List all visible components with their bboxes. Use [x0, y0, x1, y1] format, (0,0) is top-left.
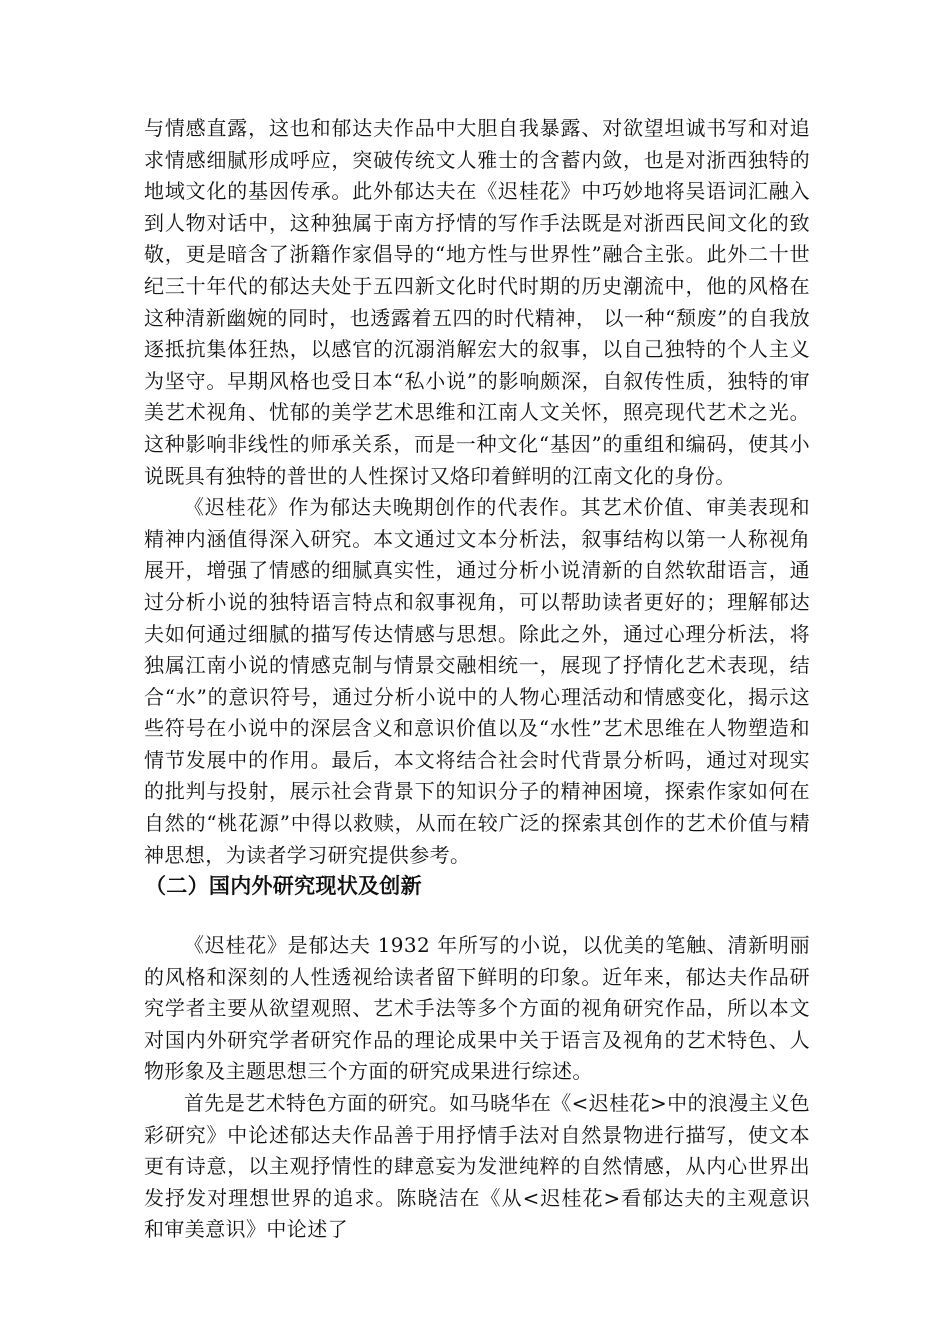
paragraph-review-overview: 《迟桂花》是郁达夫 1932 年所写的小说，以优美的笔触、清新明丽的风格和深刻的人性透视给读者留下鲜明的印象。近年来，郁达夫作品研究学者主要从欲望观照、艺术手法等多个方面的视角研究作品，所以本文对国内外研究学者研究作品的理论成果中关于语言及视角的艺术特色、人物形象及主题思想三个方面的研究成果进行综述。 [144, 933, 810, 1084]
paragraph-continuation: 与情感直露，这也和郁达夫作品中大胆自我暴露、对欲望坦诚书写和对追求情感细腻形成呼应，突破传统文人雅士的含蓄内敛，也是对浙西独特的地域文化的基因传承。此外郁达夫在《迟桂花》中巧妙地将吴语词汇融入到人物对话中，这种独属于南方抒情的写作手法既是对浙西民间文化的致敬，更是暗含了浙籍作家倡导的“地方性与世界性”融合主张。此外二十世纪三十年代的郁达夫处于五四新文化时代时期的历史潮流中，他的风格在这种清新幽婉的同时，也透露着五四的时代精神， 以一种“颓废”的自我放逐抵抗集体狂热，以感官的沉溺消解宏大的叙事，以自己独特的个人主义为坚守。早期风格也受日本“私小说”的影响颇深，自叙传性质，独特的审美艺术视角、忧郁的美学艺术思维和江南人文关怀，照亮现代艺术之光。这种影响非线性的师承关系，而是一种文化“基因”的重组和编码，使其小说既具有独特的普世的人性探讨又烙印着鲜明的江南文化的身份。 [144, 116, 810, 488]
paragraph-research-significance: 《迟桂花》作为郁达夫晚期创作的代表作。其艺术价值、审美表现和精神内涵值得深入研究。本文通过文本分析法，叙事结构以第一人称视角展开，增强了情感的细腻真实性，通过分析小说清新的自然软甜语言，通过分析小说的独特语言特点和叙事视角，可以帮助读者更好的；理解郁达夫如何通过细腻的描写传达情感与思想。除此之外，通过心理分析法，将独属江南小说的情感克制与情景交融相统一，展现了抒情化艺术表现，结合“水”的意识符号，通过分析小说中的人物心理活动和情感变化，揭示这些符号在小说中的深层含义和意识价值以及“水性”艺术思维在人物塑造和情节发展中的作用。最后，本文将结合社会时代背景分析吗，通过对现实的批判与投射，展示社会背景下的知识分子的精神困境，探索作家如何在自然的“桃花源”中得以救赎，从而在较广泛的探索其创作的艺术价值与精神思想，为读者学习研究提供参考。 [144, 495, 810, 867]
section-heading: （二）国内外研究现状及创新 [145, 874, 422, 898]
body-section-intro [144, 113, 810, 871]
body-section-literature-review [144, 930, 810, 1246]
paragraph-artistic-features: 首先是艺术特色方面的研究。如马晓华在《<迟桂花>中的浪漫主义色彩研究》中论述郁达夫作品善于用抒情手法对自然景物进行描写，使文本更有诗意，以主观抒情性的肆意妄为发泄纯粹的自然情感，从内心世界出发抒发对理想世界的追求。陈晓洁在《从<迟桂花>看郁达夫的主观意识和审美意识》中论述了 [144, 1090, 810, 1242]
